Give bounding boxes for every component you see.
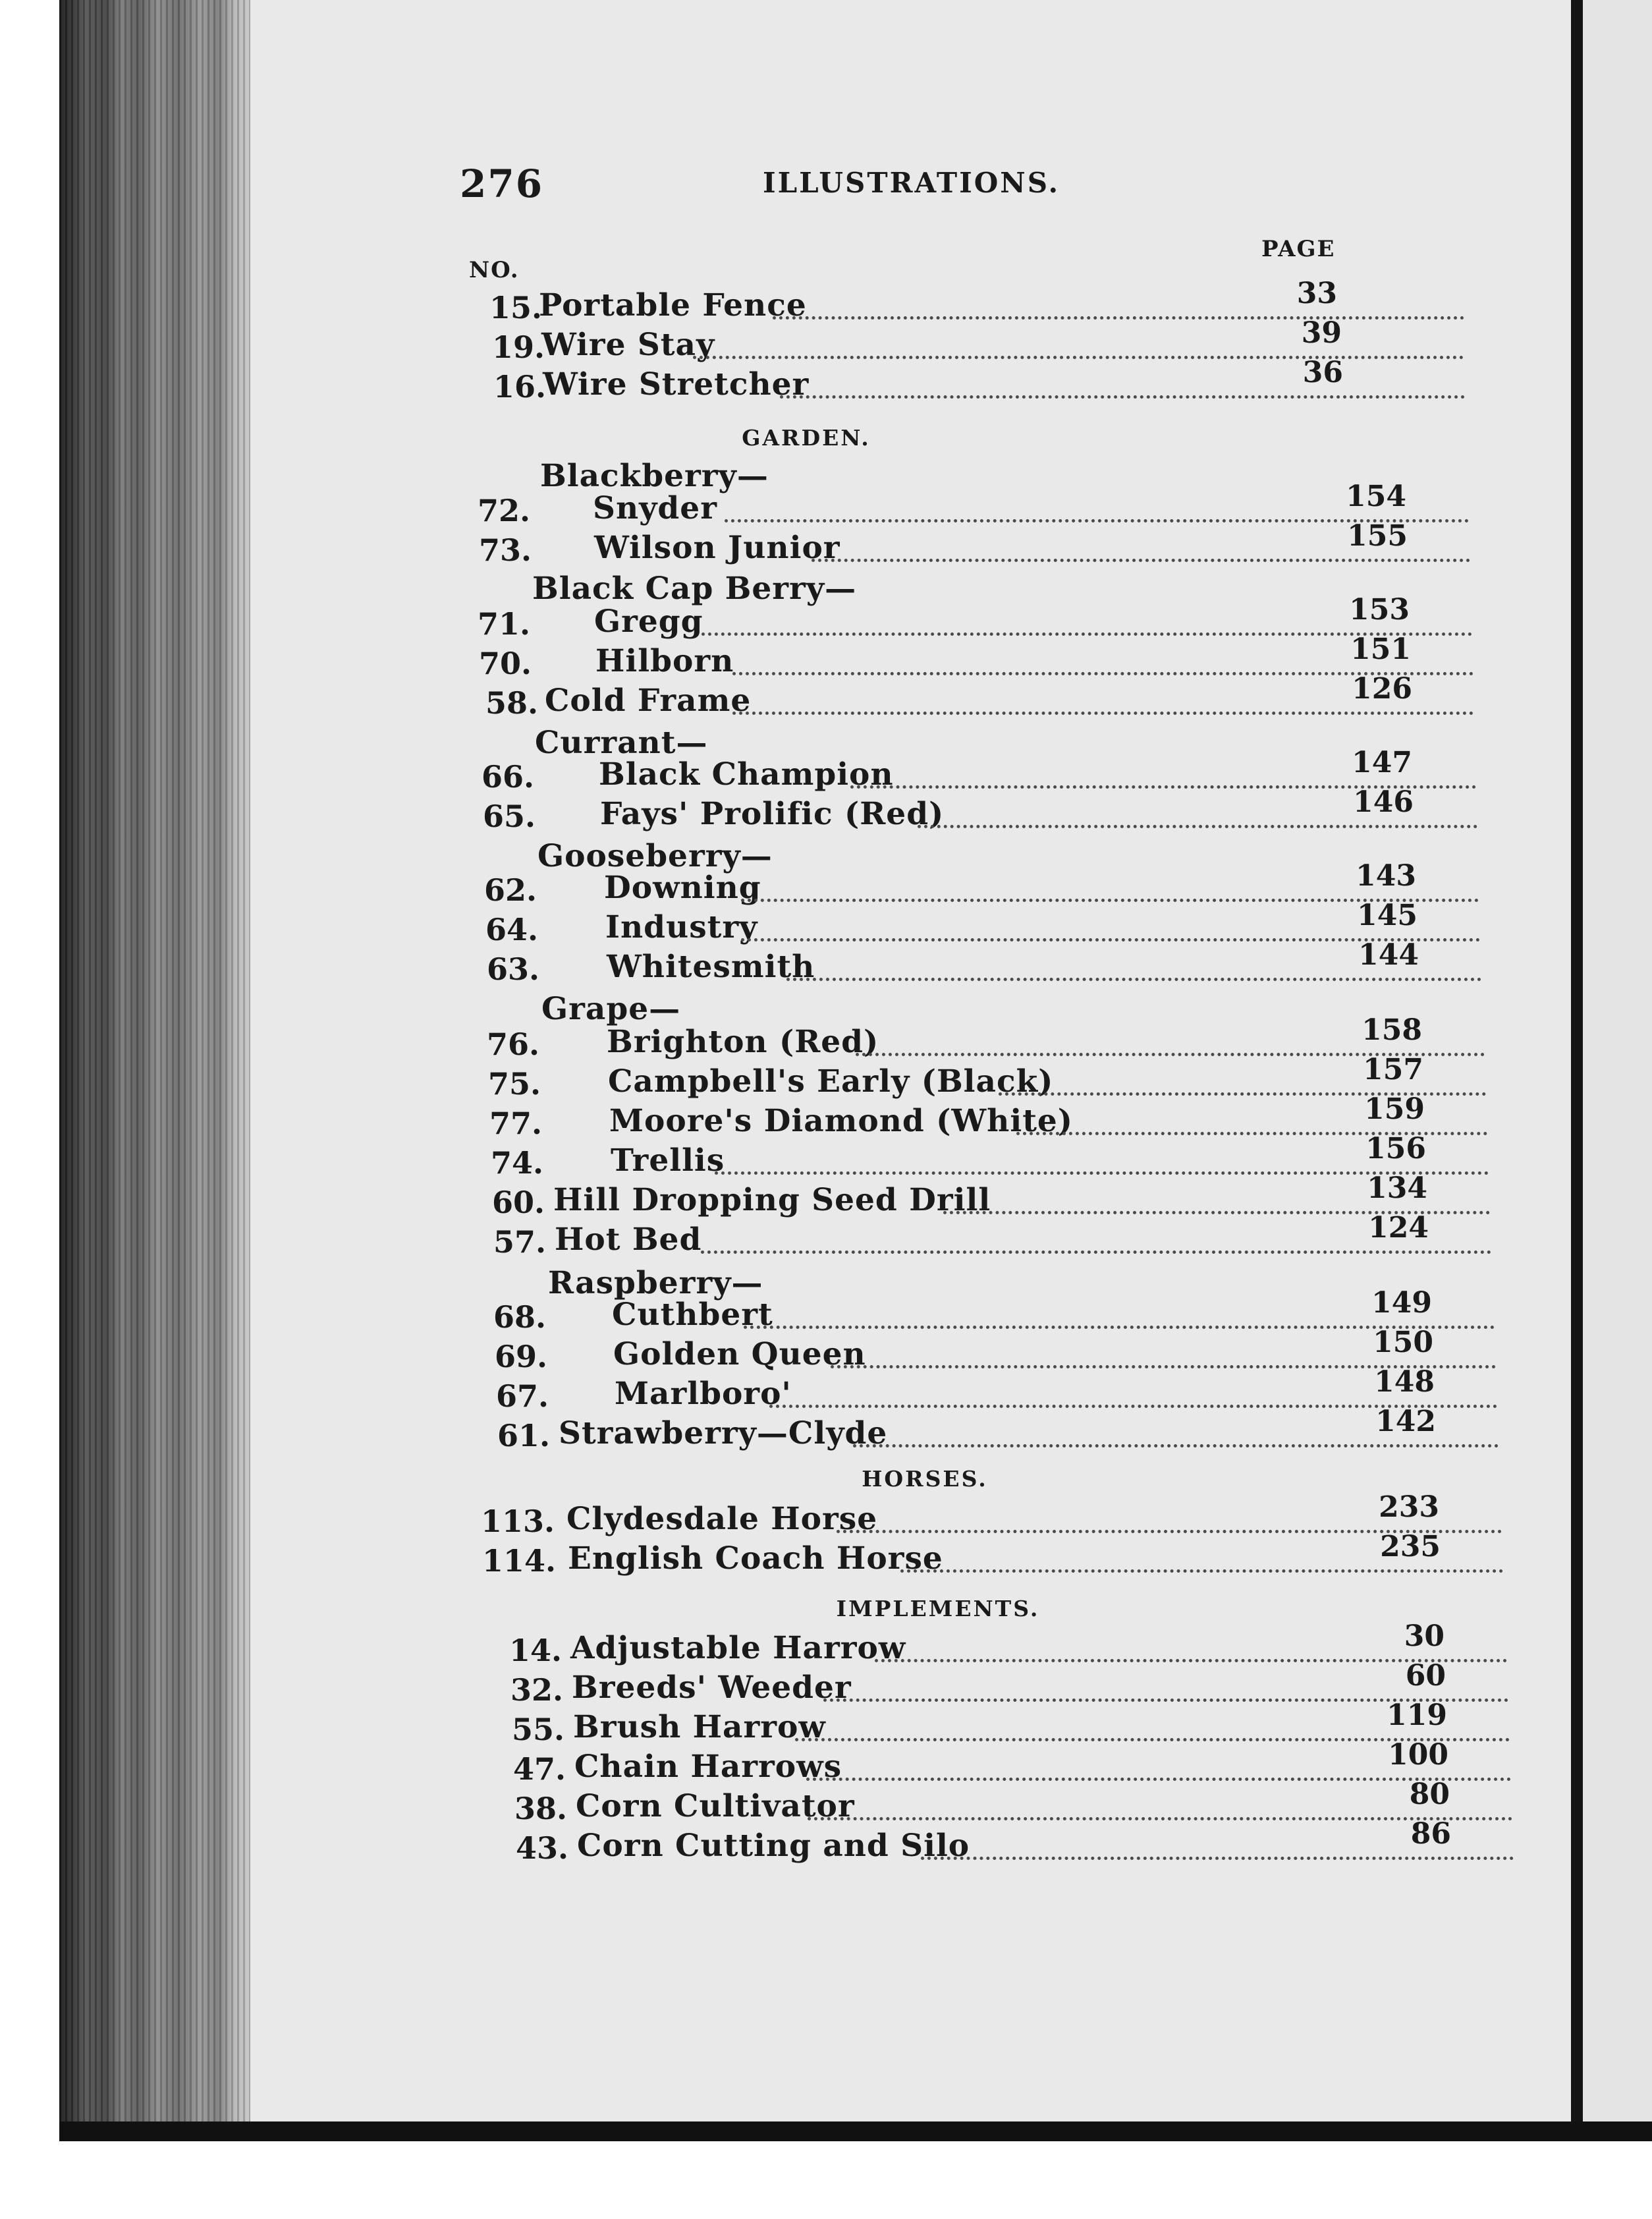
entry-page: 159 [1364,1092,1425,1126]
entry-number: 73. [478,532,532,568]
dot-leader [900,1569,1503,1573]
entry-title: Cold Frame [545,683,752,719]
entry-title: Clydesdale Horse [566,1501,878,1537]
entry-title: Chain Harrows [574,1749,842,1785]
entry-number: 113. [481,1503,555,1539]
entry-title: Breeds' Weeder [572,1670,852,1706]
entry-title: Brush Harrow [573,1709,826,1745]
entry-page: 142 [1375,1405,1436,1438]
entry-page: 144 [1358,938,1419,972]
entry-title: Wire Stretcher [543,366,810,403]
entry-number: 72. [477,493,530,528]
entry-page: 36 [1302,356,1343,389]
dot-leader [853,1444,1499,1447]
entry-title: Hilborn [595,643,734,679]
entry-page: 126 [1352,672,1412,706]
entry-number: 67. [495,1378,549,1414]
group-heading: Grape— [541,991,681,1027]
entry-page: 134 [1367,1171,1427,1205]
entry-number: 19. [491,329,545,365]
entry-number: 70. [478,646,532,681]
entry-page: 156 [1365,1132,1426,1166]
entry-page: 157 [1363,1053,1423,1086]
running-head [0,161,1652,208]
group-heading: Black Cap Berry— [532,571,857,607]
entry-title: Black Champion [599,756,894,793]
group-heading: Blackberry— [540,458,769,494]
entry-page: 80 [1409,1778,1450,1811]
entry-page: 233 [1379,1490,1439,1524]
entry-number: 64. [485,912,538,947]
dot-leader [918,825,1477,828]
entry-title: Marlboro' [615,1376,792,1412]
entry-title: Cuthbert [612,1297,773,1333]
entry-number: 60. [491,1185,545,1220]
entry-title: Fays' Prolific (Red) [600,796,945,832]
entry-number: 55. [511,1712,564,1747]
section-heading-horses: HORSES. [862,1466,988,1492]
column-head-page: PAGE [1261,236,1336,262]
group-heading: Gooseberry— [537,838,773,874]
entry-number: 65. [482,799,536,834]
entry-title: Trellis [611,1142,725,1179]
entry-title: Hot Bed [555,1222,702,1258]
entry-number: 14. [509,1633,562,1668]
entry-title: Campbell's Early (Black) [608,1063,1054,1100]
entry-number: 15. [489,290,542,325]
entry-page: 145 [1357,899,1418,932]
entry-number: 61. [497,1418,550,1453]
entry-number: 58. [485,685,538,721]
dot-leader [786,978,1481,981]
entry-page: 235 [1380,1530,1441,1563]
entry-title: Downing [604,870,761,906]
entry-number: 71. [477,606,530,642]
entry-title: Snyder [593,490,717,526]
entry-title: Corn Cultivator [576,1788,855,1824]
entry-page: 100 [1388,1738,1448,1772]
dot-leader [701,1250,1491,1254]
dot-leader [773,316,1464,320]
entry-page: 146 [1353,785,1414,819]
entry-title: Wire Stay [541,327,715,363]
entry-page: 158 [1362,1013,1422,1047]
dot-leader [780,395,1465,399]
entry-title: Whitesmith [607,949,815,985]
entry-page: 150 [1373,1326,1433,1359]
entry-number: 43. [515,1830,568,1866]
column-head-number: NO. [469,257,520,283]
entry-number: 74. [490,1145,543,1181]
entry-number: 47. [512,1751,566,1787]
entry-page: 155 [1347,519,1408,553]
entry-number: 38. [514,1791,567,1826]
entry-title: Portable Fence [539,287,807,323]
entry-title: Wilson Junior [594,530,840,566]
entry-page: 149 [1371,1286,1432,1320]
section-heading-implements: IMPLEMENTS. [836,1596,1040,1621]
entry-page: 124 [1368,1211,1429,1245]
entry-title: Corn Cutting and Silo [577,1828,970,1864]
book-gutter [1571,0,1583,2128]
book-page-edges [59,0,250,2128]
entry-page: 60 [1405,1659,1446,1693]
entry-page: 33 [1296,277,1337,310]
group-heading: Currant— [535,725,708,761]
entry-title: Hill Dropping Seed Drill [553,1182,991,1218]
dot-leader [693,356,1464,359]
entry-number: 66. [481,759,534,795]
entry-page: 143 [1356,859,1416,893]
entry-title: Adjustable Harrow [570,1630,906,1666]
entry-page: 148 [1374,1365,1435,1399]
entry-title: Brighton (Red) [607,1024,879,1060]
entry-number: 75. [487,1066,541,1102]
entry-page: 153 [1349,593,1410,627]
entry-number: 76. [486,1026,539,1062]
entry-page: 30 [1404,1619,1445,1653]
dot-leader [921,1857,1514,1860]
entry-number: 77. [489,1106,542,1141]
entry-number: 63. [486,951,539,987]
entry-number: 114. [482,1543,557,1579]
entry-number: 69. [494,1339,547,1374]
entry-page: 154 [1346,480,1406,513]
entry-number: 16. [493,369,546,405]
entry-number: 68. [493,1299,546,1335]
dot-leader [812,559,1470,562]
section-heading-garden: GARDEN. [742,425,871,451]
scan-bottom-band [59,2121,1652,2141]
group-heading: Raspberry— [548,1265,763,1301]
entry-number: 57. [493,1224,546,1260]
entry-title: Industry [605,909,758,945]
entry-title: Strawberry—Clyde [559,1415,888,1451]
dot-leader [732,712,1473,715]
entry-page: 39 [1301,316,1342,350]
entry-page: 86 [1410,1817,1451,1851]
entry-title: Gregg [594,604,703,640]
entry-page: 119 [1387,1699,1447,1732]
entry-page: 151 [1350,632,1411,666]
page-number: 276 [460,161,544,206]
entry-title: English Coach Horse [568,1540,943,1577]
entry-page: 147 [1352,746,1412,779]
entry-number: 62. [483,872,537,908]
page-title: ILLUSTRATIONS. [763,167,1060,199]
entry-title: Moore's Diamond (White) [609,1103,1074,1139]
entry-title: Golden Queen [613,1336,866,1372]
entry-number: 32. [510,1672,563,1708]
facing-page-edge [1583,0,1652,2128]
